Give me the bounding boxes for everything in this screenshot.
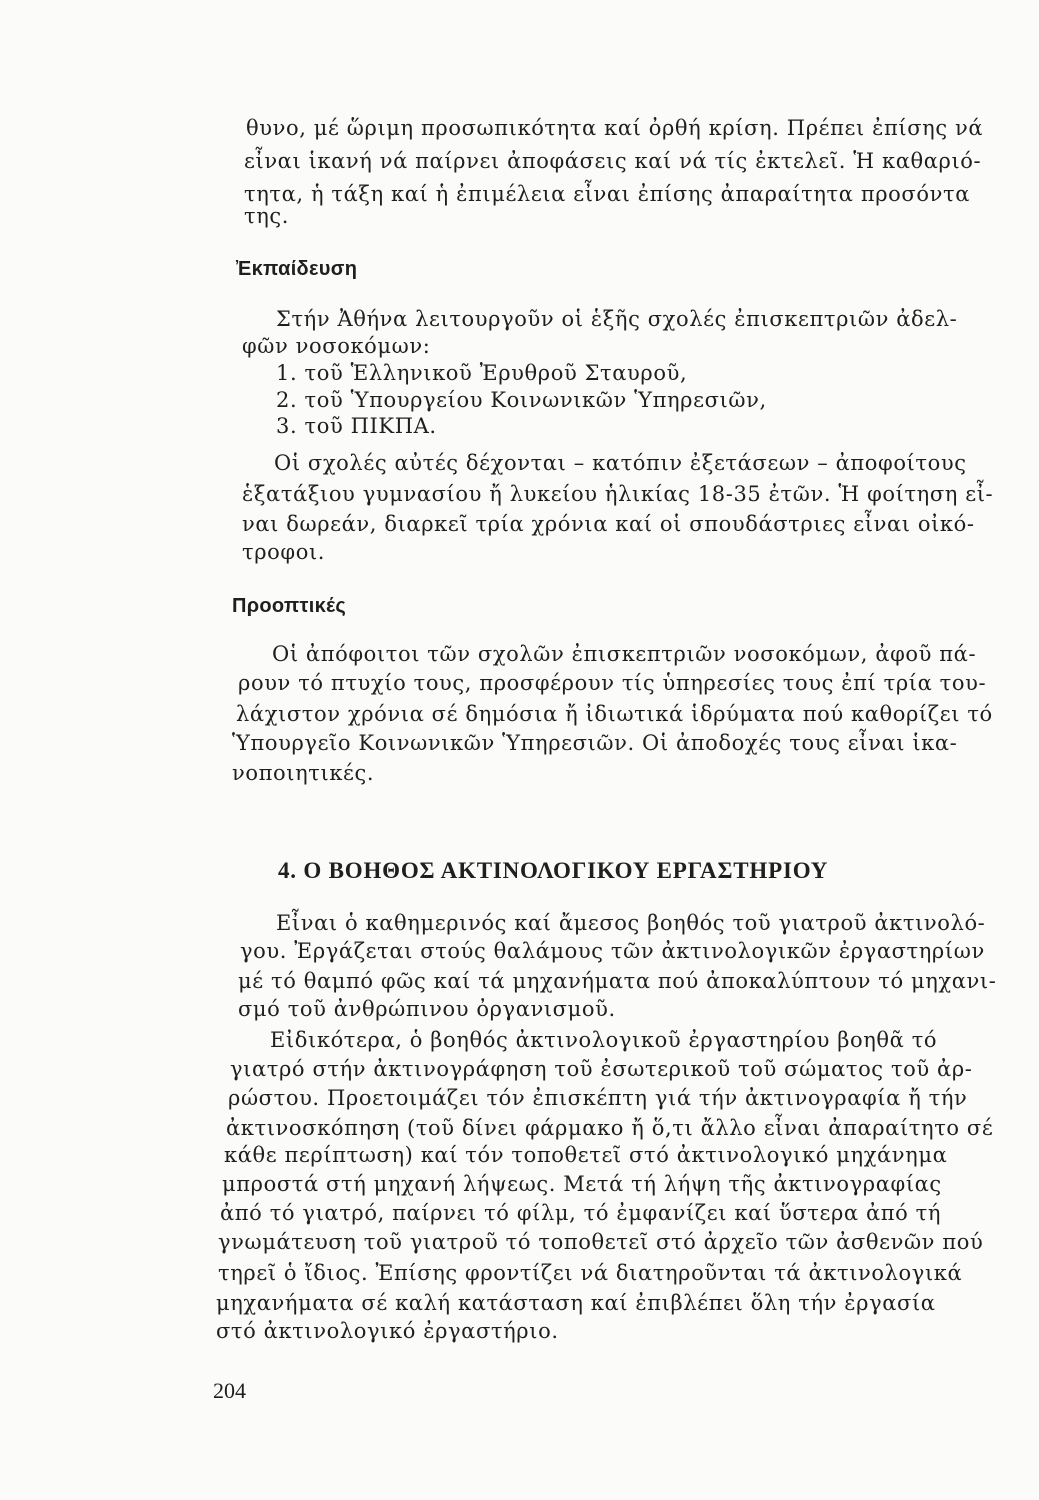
text-line: Οἱ σχολές αὐτές δέχονται – κατόπιν ἐξετάσεων – ἀποφοίτους (274, 451, 967, 475)
text-line: νοποιητικές. (232, 761, 375, 785)
text-line: μηχανήματα σέ καλή κατάσταση καί ἐπιβλέπει ὅλη τήν ἐργασία (216, 1291, 936, 1315)
section-heading-prospects: Προοπτικές (232, 595, 347, 617)
text-line: θυνο, μέ ὥριμη προσωπικότητα καί ὀρθή κρίση. Πρέπει ἐπίσης νά (246, 116, 984, 140)
text-line: λάχιστον χρόνια σέ δημόσια ἤ ἰδιωτικά ἱδρύματα πού καθορίζει τό (236, 702, 993, 726)
text-line: ἑξατάξιου γυμνασίου ἤ λυκείου ἡλικίας 18-35 ἐτῶν. Ἡ φοίτηση εἶ- (242, 482, 994, 506)
text-line: της. (244, 204, 290, 228)
text-line: στό ἀκτινολογικό ἐργαστήριο. (216, 1319, 559, 1343)
text-line: Ὑπουργεῖο Κοινωνικῶν Ὑπηρεσιῶν. Οἱ ἀποδοχές τους εἶναι ἱκα- (232, 731, 958, 755)
text-line: εἶναι ἱκανή νά παίρνει ἀποφάσεις καί νά τίς ἐκτελεῖ. Ἡ καθαριό- (244, 149, 982, 173)
text-line: ρουν τό πτυχίο τους, προσφέρουν τίς ὑπηρεσίες τους ἐπί τρία του- (238, 671, 987, 695)
text-line: ἀπό τό γιατρό, παίρνει τό φίλμ, τό ἐμφανίζει καί ὕστερα ἀπό τή (220, 1201, 942, 1225)
text-line: Εἰδικότερα, ὁ βοηθός ἀκτινολογικοῦ ἐργαστηρίου βοηθᾶ τό (270, 1028, 938, 1052)
list-item: 3. τοῦ ΠΙΚΠΑ. (276, 414, 437, 438)
section-heading-education: Ἐκπαίδευση (236, 258, 358, 280)
text-line: φῶν νοσοκόμων: (242, 334, 431, 358)
text-line: μέ τό θαμπό φῶς καί τά μηχανήματα πού ἀποκαλύπτουν τό μηχανι- (238, 969, 997, 993)
text-line: γου. Ἐργάζεται στούς θαλάμους τῶν ἀκτινολογικῶν ἐργαστηρίων (240, 939, 985, 963)
text-line: Εἶναι ὁ καθημερινός καί ἄμεσος βοηθός τοῦ γιατροῦ ἀκτινολό- (276, 911, 986, 935)
list-item: 2. τοῦ Ὑπουργείου Κοινωνικῶν Ὑπηρεσιῶν, (276, 388, 767, 412)
text-line: γιατρό στήν ἀκτινογράφηση τοῦ ἐσωτερικοῦ τοῦ σώματος τοῦ ἀρ- (230, 1057, 973, 1081)
text-line: σμό τοῦ ἀνθρώπινου ὀργανισμοῦ. (238, 997, 616, 1021)
page-number: 204 (213, 1378, 246, 1403)
text-line: κάθε περίπτωση) καί τόν τοποθετεῖ στό ἀκτινολογικό μηχάνημα (224, 1143, 948, 1167)
text-line: ἀκτινοσκόπηση (τοῦ δίνει φάρμακο ἤ ὅ,τι ἄλλο εἶναι ἀπαραίτητο σέ (226, 1116, 994, 1140)
text-line: γνωμάτευση τοῦ γιατροῦ τό τοποθετεῖ στό ἀρχεῖο τῶν ἀσθενῶν πού (218, 1230, 984, 1254)
text-line: Οἱ ἀπόφοιτοι τῶν σχολῶν ἐπισκεπτριῶν νοσοκόμων, ἀφοῦ πά- (272, 642, 977, 666)
text-line: ρώστου. Προετοιμάζει τόν ἐπισκέπτη γιά τήν ἀκτινογραφία ἤ τήν (228, 1086, 968, 1110)
list-item: 1. τοῦ Ἑλληνικοῦ Ἐρυθροῦ Σταυροῦ, (276, 361, 688, 385)
text-line: τροφοι. (242, 540, 326, 564)
text-line: Στήν Ἀθήνα λειτουργοῦν οἱ ἑξῆς σχολές ἐπισκεπτριῶν ἀδελ- (276, 307, 958, 331)
chapter-title: 4. Ο ΒΟΗΘΟΣ ΑΚΤΙΝΟΛΟΓΙΚΟΥ ΕΡΓΑΣΤΗΡΙΟΥ (278, 858, 829, 883)
text-line: τηρεῖ ὁ ἴδιος. Ἐπίσης φροντίζει νά διατηροῦνται τά ἀκτινολογικά (218, 1261, 963, 1285)
text-line: ναι δωρεάν, διαρκεῖ τρία χρόνια καί οἱ σπουδάστριες εἶναι οἰκό- (242, 512, 975, 536)
text-line: τητα, ἡ τάξη καί ἡ ἐπιμέλεια εἶναι ἐπίσης ἀπαραίτητα προσόντα (244, 182, 970, 206)
text-line: μπροστά στή μηχανή λήψεως. Μετά τή λήψη τῆς ἀκτινογραφίας (222, 1172, 942, 1196)
